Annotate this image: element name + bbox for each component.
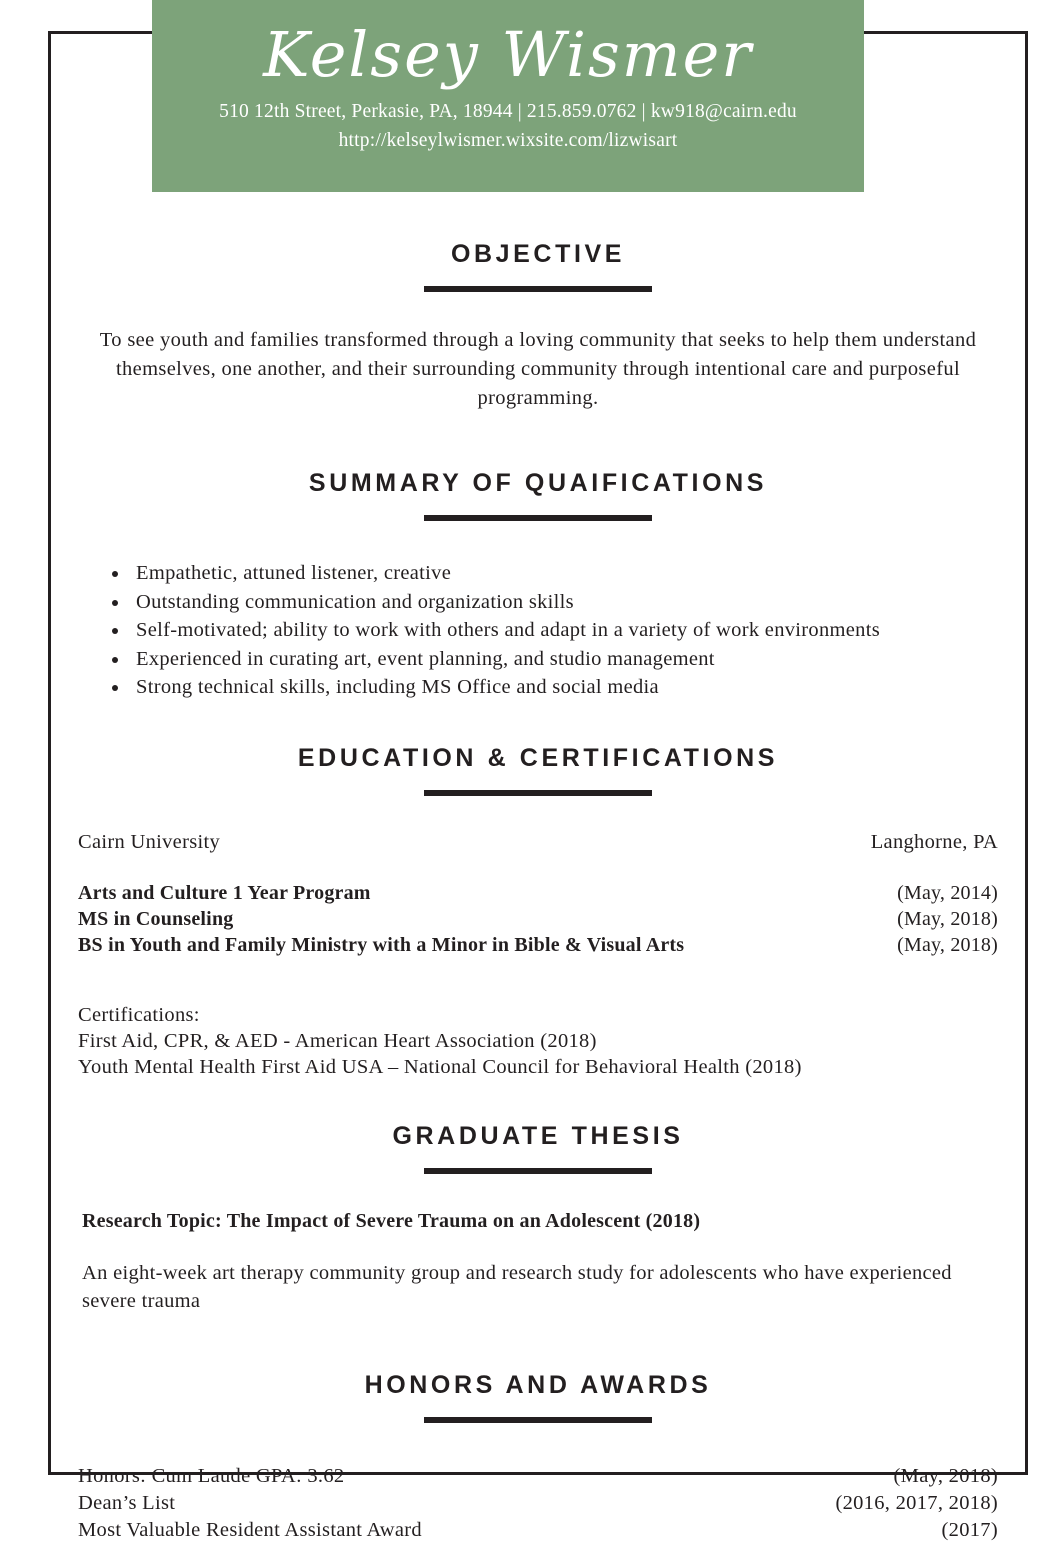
section-title-thesis: GRADUATE THESIS (392, 1121, 684, 1150)
section-thesis (72, 1122, 1004, 1315)
degree-name: Arts and Culture 1 Year Program (78, 881, 371, 904)
certification-item: Youth Mental Health First Aid USA – National Council for Behavioral Health (2018) (78, 1055, 802, 1078)
portfolio-website: http://kelseylwismer.wixsite.com/lizwisart (338, 130, 678, 151)
honors-list (72, 1463, 1004, 1544)
table-row (78, 1517, 998, 1544)
section-divider (424, 790, 652, 796)
candidate-name: Kelsey Wismer (263, 18, 753, 91)
degree-name: BS in Youth and Family Ministry with a Minor in Bible & Visual Arts (78, 933, 685, 956)
section-title-honors: HONORS AND AWARDS (364, 1370, 712, 1399)
section-divider (424, 1417, 652, 1423)
table-row (78, 1490, 998, 1517)
table-row (78, 1463, 998, 1490)
table-row (78, 932, 998, 958)
education-school-row (72, 828, 1004, 856)
degree-date: (May, 2018) (897, 933, 998, 956)
section-summary (72, 469, 1004, 702)
degree-name: MS in Counseling (78, 907, 234, 930)
table-row (78, 880, 998, 906)
section-honors (72, 1371, 1004, 1544)
section-divider (424, 515, 652, 521)
honor-name: Most Valuable Resident Assistant Award (78, 1518, 422, 1541)
objective-text: To see youth and families transformed through a loving community that seeks to help them understand themselves, one another, and their surrounding community through intentional care and purposeful programming. (99, 329, 977, 409)
school-location: Langhorne, PA (870, 830, 998, 853)
list-item: • Outstanding communication and organization skills (130, 588, 1004, 617)
section-divider (424, 1168, 652, 1174)
section-title-summary: SUMMARY OF QUAIFICATIONS (308, 469, 768, 497)
resume-body (48, 200, 1028, 1544)
list-item: • Strong technical skills, including MS Office and social media (130, 673, 1004, 702)
section-title-objective: OBJECTIVE (450, 240, 626, 268)
thesis-topic: Research Topic: The Impact of Severe Trauma on an Adolescent (2018) (82, 1209, 701, 1232)
qualifications-list (72, 559, 1004, 702)
section-title-education: EDUCATION & CERTIFICATIONS (297, 743, 779, 772)
certifications-label: Certifications: (78, 1003, 200, 1026)
honor-date: (May, 2018) (893, 1464, 998, 1487)
contact-line: 510 12th Street, Perkasie, PA, 18944 | 215.859.0762 | kw918@cairn.edu (219, 101, 797, 122)
table-row (78, 906, 998, 932)
thesis-description: An eight-week art therapy community group and research study for adolescents who have experienced severe trauma (82, 1261, 952, 1312)
resume-header (152, 0, 864, 192)
certifications-block (72, 1002, 1004, 1080)
degree-list (72, 880, 1004, 958)
section-divider (424, 286, 652, 292)
honor-name: Honors: Cum Laude GPA: 3.62 (78, 1464, 345, 1487)
honor-name: Dean’s List (78, 1491, 176, 1514)
degree-date: (May, 2018) (897, 907, 998, 930)
school-name: Cairn University (78, 830, 221, 853)
certification-item: First Aid, CPR, & AED - American Heart Association (2018) (78, 1029, 597, 1052)
section-education (72, 744, 1004, 1080)
list-item: • Experienced in curating art, event planning, and studio management (130, 645, 1004, 674)
honor-date: (2017) (941, 1518, 998, 1541)
list-item: • Self-motivated; ability to work with others and adapt in a variety of work environments (130, 616, 1004, 645)
degree-date: (May, 2014) (897, 881, 998, 904)
section-objective (72, 240, 1004, 413)
honor-date: (2016, 2017, 2018) (835, 1491, 998, 1514)
list-item: • Empathetic, attuned listener, creative (130, 559, 1004, 588)
